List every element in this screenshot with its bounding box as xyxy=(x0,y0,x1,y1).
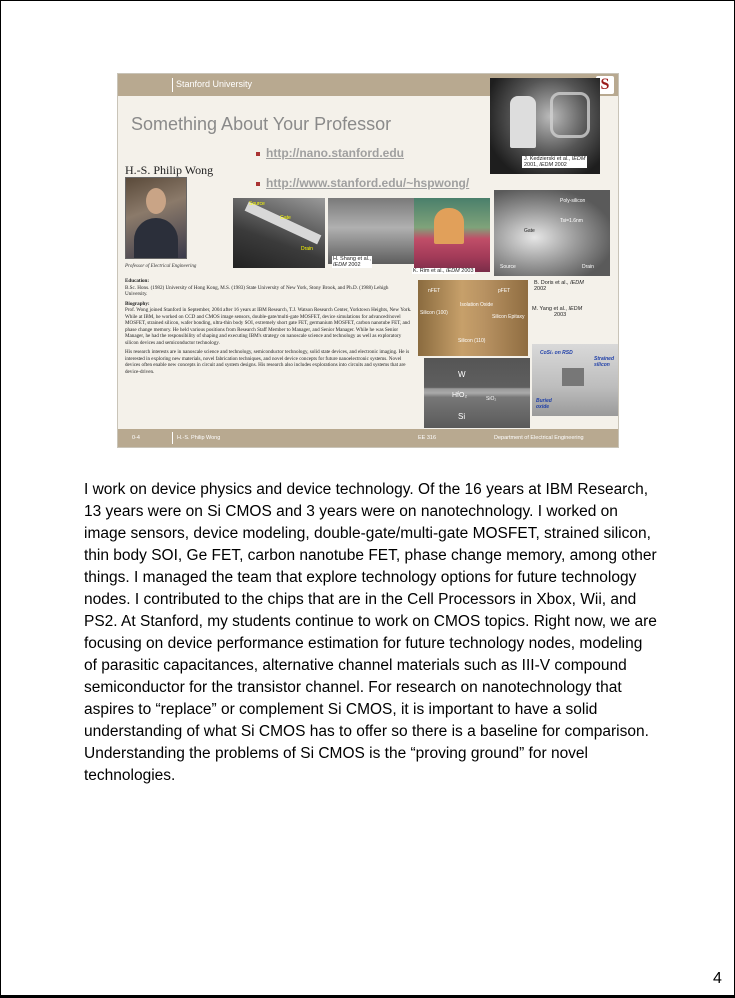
doris-micrograph xyxy=(532,344,618,416)
caption-year: 2002 xyxy=(346,262,361,268)
footer-department: Department of Electrical Engineering xyxy=(494,435,584,441)
sem-tag-gate: Gate xyxy=(280,215,291,221)
rim-gate xyxy=(434,208,464,244)
professor-name: H.-S. Philip Wong xyxy=(125,163,214,177)
doris-tag: CoSi₂ on RSD xyxy=(540,350,573,356)
poly-tag: Source xyxy=(500,264,516,270)
page-bottom-rule xyxy=(0,995,735,997)
sem-tag-drain: Drain xyxy=(301,246,313,252)
tem-fin-shape xyxy=(550,92,590,138)
stanford-logo-icon: S xyxy=(596,76,614,94)
caption-venue: IEDM xyxy=(570,280,584,286)
caption-year: 2003 xyxy=(459,268,474,274)
doris-gate xyxy=(562,368,584,386)
link-text: http://nano.stanford.edu xyxy=(266,146,404,160)
doris-caption xyxy=(534,280,584,292)
caption-venue: IEDM xyxy=(571,156,586,162)
bullet-icon xyxy=(256,182,260,186)
footer-slide-number: 0-4 xyxy=(132,435,140,441)
stack-tag: SiO₂ xyxy=(486,396,497,402)
yang-micrograph xyxy=(418,280,528,356)
sem-channel xyxy=(245,202,322,245)
poly-silicon-micrograph xyxy=(494,190,610,276)
photo-suit xyxy=(134,218,178,258)
caption-venue: IEDM xyxy=(446,268,460,274)
education-text: B.Sc. Hons. (1982) University of Hong Kong, M.S. (1983) State University of New York, Stony Brook, and Ph.D. (1988) Lehigh University. xyxy=(125,284,389,297)
link-text: http://www.stanford.edu/~hspwong/ xyxy=(266,176,470,190)
photo-caption: Professor of Electrical Engineering xyxy=(125,264,197,269)
poly-tag: Tsi=1.6nm xyxy=(560,218,583,224)
header-divider xyxy=(172,78,173,92)
tem-fin-shape xyxy=(510,96,536,148)
hfo2-stack-micrograph xyxy=(424,358,530,428)
sem-tag-source: Source xyxy=(249,201,265,207)
slide-title: Something About Your Professor xyxy=(131,114,392,134)
research-text: His research interests are in nanoscale science and technology, semiconductor technology, solid state devices, and electronic imaging. He is interested in exploring new materials, novel fabrication techniques, and novel device concepts for future nanoelectronic systems. Novel devices often enable new concepts in circuit and system designs. His research also includes explorations into circuits and systems that are device-driven. xyxy=(125,349,410,375)
sem-source-gate-drain xyxy=(233,198,325,268)
caption-venue: IEDM xyxy=(333,262,347,268)
doris-tag: Strained silicon xyxy=(594,356,615,368)
caption-author: B. Doris et al., xyxy=(534,280,571,286)
yang-tag: Isolation Oxide xyxy=(460,302,494,308)
yang-tag: Silicon (110) xyxy=(458,338,486,344)
caption-venue: IEDM xyxy=(568,306,583,312)
biography-text: Prof. Wong joined Stanford in September, 2004 after 16 years at IBM Research, T.J. Watson Research Center, Yorktown Heights, New York. While at IBM, he worked on CCD and CMOS image sensors, double-gate/multi-gate MOSFET, device simulations for advanced/novel MOSFET, strained silicon, wafer bonding, ultra-thin body SOI, extremely short gate FET, germanium MOSFET, carbon nanotube FET, and phase change memory. He held various positions from Research Staff Member to Manager, and Senior Manager. While he was Senior Manager, he had the responsibility of shaping and executing IBM's strategy on nanoscale science and technology as well as exploratory silicon devices and semiconductor technology. xyxy=(125,307,412,346)
slide-footer xyxy=(118,429,618,447)
slide-image xyxy=(118,74,618,447)
caption-author: H. Shang et al., xyxy=(333,256,371,262)
yang-tag: nFET xyxy=(428,288,441,294)
rim-micrograph xyxy=(414,198,490,272)
stack-tag: W xyxy=(458,370,466,379)
professor-photo xyxy=(125,177,187,259)
footer-course: EE 316 xyxy=(418,435,437,441)
caption-venue2: IEDM xyxy=(539,162,554,168)
caption-author: K. Rim et al., xyxy=(413,268,447,274)
poly-tag: Poly-silicon xyxy=(560,198,586,204)
link-nano-stanford[interactable] xyxy=(256,146,404,160)
caption-year2: 2002 xyxy=(553,162,567,168)
caption-year: 2003 xyxy=(554,312,567,318)
yang-tag: Silicon (100) xyxy=(420,310,448,316)
caption-year: 2002 xyxy=(534,286,547,292)
poly-tag: Drain xyxy=(582,264,594,270)
education-heading: Education: xyxy=(125,278,150,284)
yang-tag: pFET xyxy=(498,288,511,294)
stack-tag: Si xyxy=(458,412,466,421)
stack-tag: HfO₂ xyxy=(452,392,468,399)
biography-heading: Biography: xyxy=(125,300,150,307)
poly-tag: Gate xyxy=(524,228,535,234)
footer-divider xyxy=(172,432,173,444)
bullet-icon xyxy=(256,152,260,156)
yang-tag: Silicon Epitaxy xyxy=(492,314,525,320)
photo-face xyxy=(146,188,166,214)
shang-micrograph xyxy=(328,198,414,264)
shang-caption xyxy=(332,256,372,268)
caption-author: M. Yang et al., xyxy=(532,306,569,312)
page-number: 4 xyxy=(713,970,722,987)
slide-university: Stanford University xyxy=(176,79,253,89)
doris-tag: Buried oxide xyxy=(536,398,552,410)
link-hspwong[interactable] xyxy=(256,176,469,190)
caption-years: 2001, xyxy=(524,162,540,168)
rim-caption xyxy=(412,268,475,274)
professor-bio xyxy=(125,278,412,378)
notes-body-text: I work on device physics and device technology. Of the 16 years at IBM Research, 13 years were on Si CMOS and 3 years were on nanotechnology. I worked on image sensors, device modeling, double-gate/multi-gate MOSFET, strained silicon, thin body SOI, Ge FET, carbon nanotube FET, phase change memory, among other things. I managed the team that explore technology options for future technology nodes. I contributed to the chips that are in the Cell Processors in Xbox, Wii, and PS2. At Stanford, my students continue to work on CMOS topics. Right now, we are focusing on device performance estimation for future technology nodes, modeling of parasitic capacitances, alternative channel materials such as III-V compound semiconductor for the transistor channel. For research on nanotechnology that aspires to “replace” or complement Si CMOS, it is important to have a solid understanding of what Si CMOS has to offer so there is a baseline for comparison. Understanding the problems of Si CMOS is the “proving ground” for novel technologies. xyxy=(84,481,657,784)
footer-author: H.-S. Philip Wong xyxy=(177,435,221,441)
caption-author: J. Kedzierski et al., xyxy=(524,156,572,162)
kedzierski-caption xyxy=(522,156,587,168)
yang-caption xyxy=(532,306,582,318)
